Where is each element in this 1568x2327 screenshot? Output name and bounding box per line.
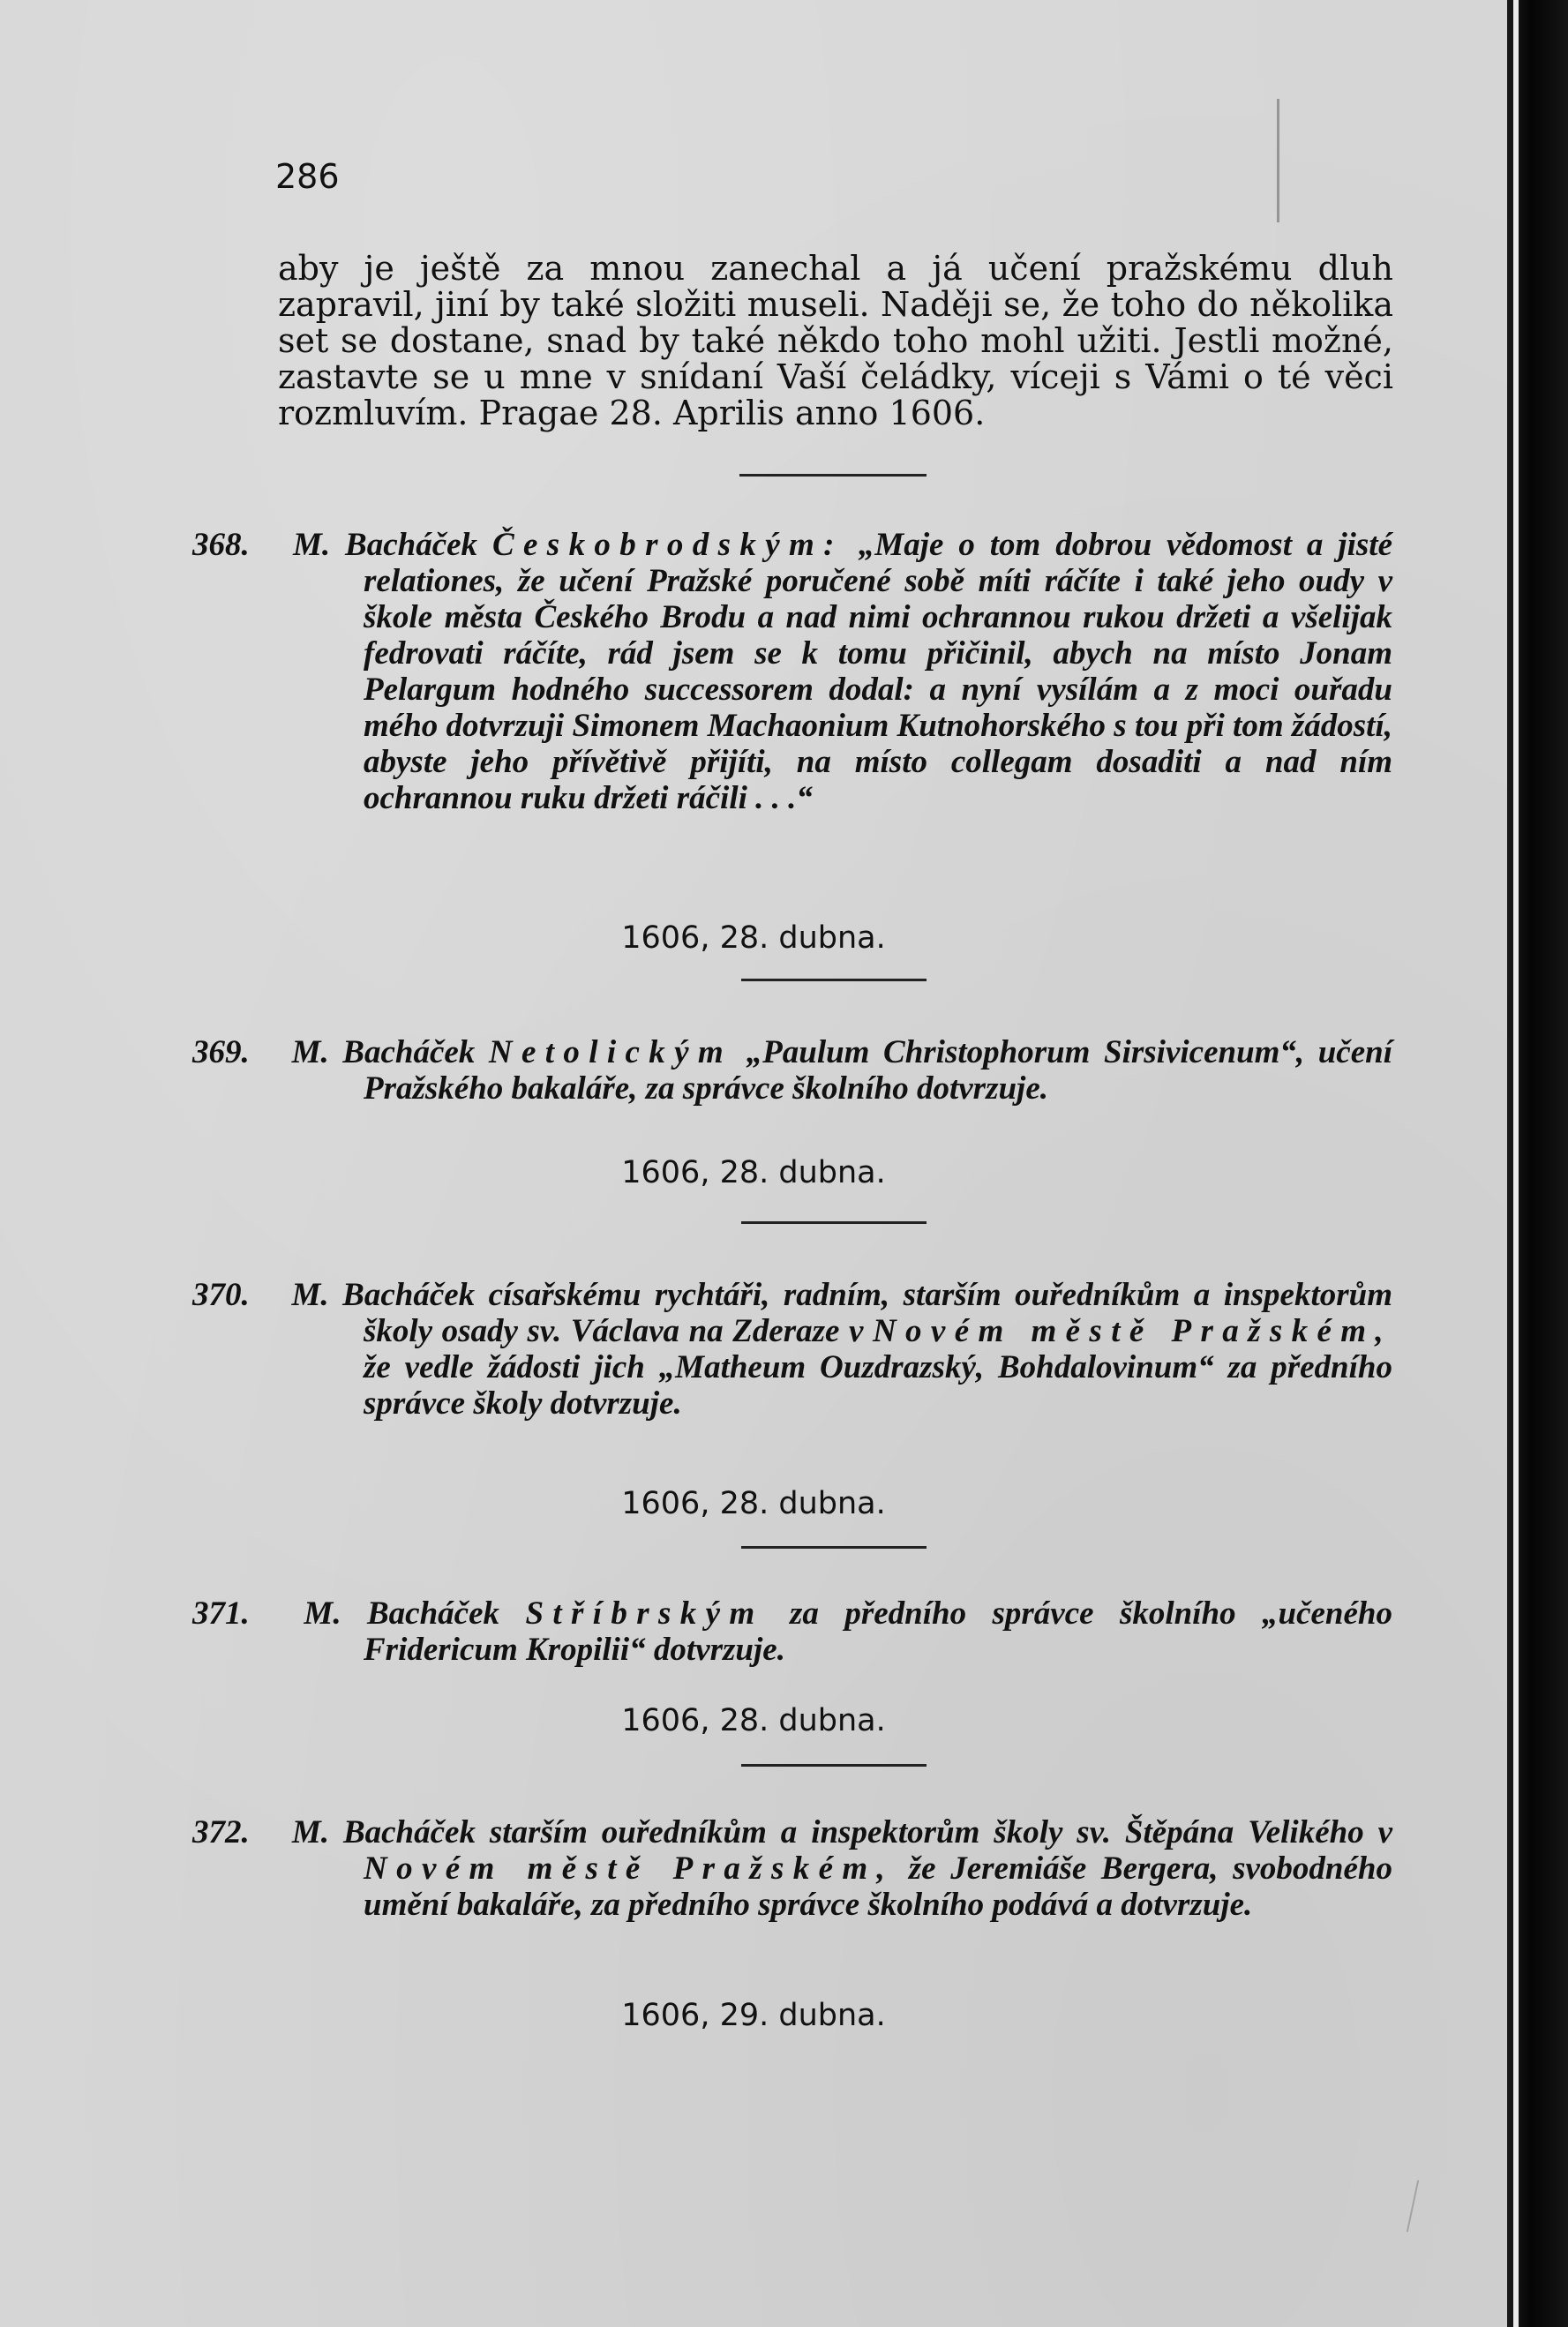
entry-text: za předního správce školního „učeného Fridericum Kropilii“ dotvrzuje. xyxy=(364,1595,1392,1668)
page-number: 286 xyxy=(275,157,340,196)
entry-date: 1606, 29. dubna. xyxy=(621,1998,886,2033)
entry-369: 369. M. Bacháček Netolickým „Paulum Christophorum Sirsivicenum“, učení Pražského bakaláře, za správce školního dotvrzuje. xyxy=(192,1034,1393,1107)
entry-author: M. Bacháček xyxy=(292,527,478,563)
entry-date: 1606, 28. dubna. xyxy=(621,920,886,956)
section-divider xyxy=(739,474,927,477)
entry-author: M. Bacháček starším ouředníkům a inspektorům školy sv. Štěpána Velikého v xyxy=(291,1814,1393,1850)
entry-text: že vedle žádosti jich „Matheum Ouzdrazský, Bohdalovinum“ za předního správce školy dotvrzuje. xyxy=(364,1349,1392,1422)
entry-recipient: Netolickým xyxy=(488,1034,733,1070)
page-edge xyxy=(1513,0,1519,2327)
section-divider xyxy=(741,1546,927,1549)
section-divider xyxy=(741,1221,927,1224)
intro-paragraph: aby je ještě za mnou zanechal a já učení pražskému dluh zapravil, jiní by také složiti museli. Naději se, že toho do několika set se dostane, snad by také někdo toho mohl užiti. Jestli možné, zastavte se u mne v snídaní Vaší čeládky, víceji s Vámi o té věci rozmluvím. Pragae 28. Aprilis anno 1606. xyxy=(278,249,1393,432)
entry-recipient: Novém městě Pražském, xyxy=(364,1850,895,1887)
entry-author: M. Bacháček císařskému rychtáři, radním, starším ouředníkům a inspektorům školy osady sv. Václava na Zderaze v xyxy=(291,1277,1392,1349)
entry-370: 370. M. Bacháček císařskému rychtáři, radním, starším ouředníkům a inspektorům školy osady sv. Václava na Zderaze v Novém městě Pražském, že vedle žádosti jich „Matheum Ouzdrazský, Bohdalovinum“ za předního správce školy dotvrzuje. xyxy=(192,1277,1393,1422)
section-divider xyxy=(741,1764,927,1767)
section-divider xyxy=(741,979,927,981)
entry-author: M. Bacháček xyxy=(291,1034,476,1070)
entry-372: 372. M. Bacháček starším ouředníkům a inspektorům školy sv. Štěpána Velikého v Novém městě Pražském, že Jeremiáše Bergera, svobodného umění bakaláře, za předního správce školního podává a dotvrzuje. xyxy=(192,1814,1393,1923)
scan-mark xyxy=(1277,99,1279,222)
entry-author: M. Bacháček xyxy=(304,1595,500,1632)
entry-368: 368. M. Bacháček Českobrodským: „Maje o tom dobrou vědomost a jisté relationes, že učení Pražské poručené sobě míti ráčíte i také jeho oudy v škole města Českého Brodu a nad nimi ochrannou rukou držeti a všelijak fedrovati ráčíte, rád jsem se k tomu přičinil, abych na místo Jonam Pelargum hodného successorem dodal: a nyní vysílám a z moci ouřadu mého dotvrzuji Simonem Machaonium Kutnohorského s tou při tom žádostí, abyste jeho přívětivě přijíti, na místo collegam dosaditi a nad ním ochrannou ruku držeti ráčili . . .“ xyxy=(192,527,1392,816)
entry-371: 371. M. Bacháček Stříbrským za předního správce školního „učeného Fridericum Kropilii“ dotvrzuje. xyxy=(192,1595,1392,1668)
entry-text: „Maje o tom dobrou vědomost a jisté relationes, že učení Pražské poručené sobě míti ráčíte i také jeho oudy v škole města Českého Brodu a nad nimi ochrannou rukou držeti a všelijak fedrovati ráčíte, rád jsem se k tomu přičinil, abych na místo Jonam Pelargum hodného successorem dodal: a nyní vysílám a z moci ouřadu mého dotvrzuji Simonem Machaonium Kutnohorského s tou při tom žádostí, abyste jeho přívětivě přijíti, na místo collegam dosaditi a nad ním ochrannou ruku držeti ráčili . . .“ xyxy=(364,527,1392,816)
scan-mark xyxy=(1407,2180,1419,2232)
entry-text: že Jeremiáše Bergera, svobodného umění bakaláře, za předního správce školního podává a dotvrzuje. xyxy=(364,1850,1393,1923)
entry-text: „Paulum Christophorum Sirsivicenum“, učení Pražského bakaláře, za správce školního dotvrzuje. xyxy=(364,1034,1393,1107)
entry-recipient: Stříbrským xyxy=(525,1595,764,1632)
entry-date: 1606, 28. dubna. xyxy=(621,1703,886,1738)
entry-recipient: Českobrodským: xyxy=(491,527,844,563)
entry-recipient: Novém městě Pražském, xyxy=(872,1313,1393,1349)
entry-date: 1606, 28. dubna. xyxy=(621,1486,886,1521)
entry-date: 1606, 28. dubna. xyxy=(621,1155,886,1190)
